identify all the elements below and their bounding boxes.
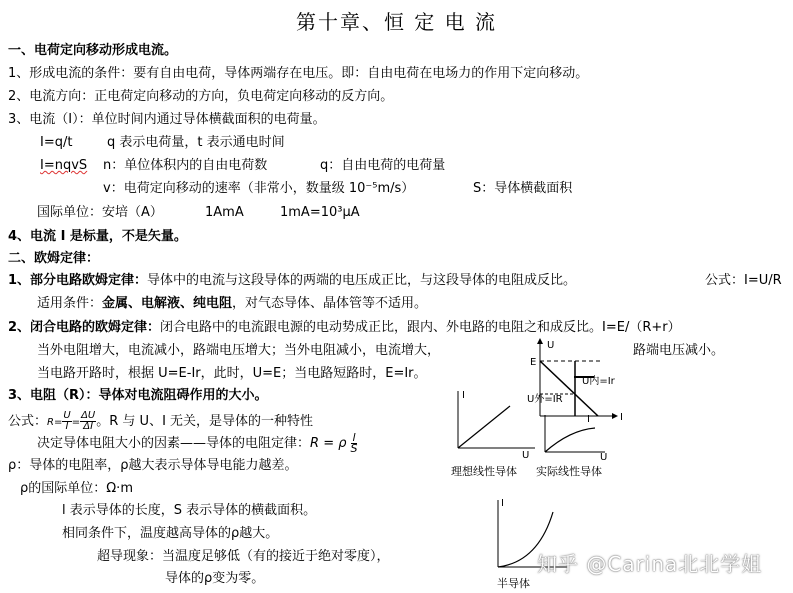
formula-i-q-t: I=q/t <box>40 135 73 150</box>
resistivity-unit: ρ的国际单位：Ω·m <box>20 481 133 496</box>
actual-conductor-caption: 实际线性导体 <box>536 465 602 478</box>
ui-axis-u: U <box>547 340 555 351</box>
ui-inner-voltage: U内=Ir <box>582 376 615 387</box>
partial-ohm-law-text: 导体中的电流与这段导体的两端的电压成正比，与这段导体的电阻成反比。 <box>147 273 577 288</box>
current-direction: 2、电流方向：正电荷定向移动的方向，负电荷定向移动的反方向。 <box>8 89 394 104</box>
section-heading-ohm: 二、欧姆定律： <box>8 251 100 266</box>
fraction-l-over-s: $\frac{l}{S}$ <box>350 431 358 455</box>
ideal-conductor-caption: 理想线性导体 <box>451 465 517 478</box>
si-unit-1: 1AmA <box>205 205 244 220</box>
formula-nqvs-s: S：导体横截面积 <box>473 181 573 196</box>
partial-ohm-law-title: 1、部分电路欧姆定律： <box>8 273 148 288</box>
terminal-voltage-decrease: 路端电压减小。 <box>633 343 725 358</box>
si-unit-2: 1mA=10³μA <box>280 205 360 220</box>
formula-nqvs-q: q：自由电荷的电荷量 <box>320 158 446 173</box>
resistivity-meaning: ρ：导体的电阻率，ρ越大表示导体导电能力越差。 <box>8 458 298 473</box>
ui-outer-voltage: U外=IR <box>527 394 563 405</box>
superconductivity-2: 导体的ρ变为零。 <box>165 571 265 586</box>
formula-nqvs-n: n：单位体积内的自由电荷数 <box>103 158 268 173</box>
current-scalar-note: 4、电流 I 是标量，不是矢量。 <box>8 229 187 244</box>
superconductivity-1: 超导现象：当温度足够低（有的接近于绝对零度）， <box>97 549 390 564</box>
closed-circuit-ohm-law <box>8 320 681 336</box>
closed-circuit-title: 2、闭合电路的欧姆定律： <box>8 320 161 335</box>
actual-axis-u: U <box>600 452 608 463</box>
temperature-effect: 相同条件下，温度越高导体的ρ越大。 <box>62 526 279 541</box>
resistance-formula: 公式：R= $\frac{U}{I}$ = $\frac{\Delta U}{\Delta I}$ 。R 与 U、I 无关，是导体的一种特性 <box>8 410 314 432</box>
formula-nqvs-v: v：电荷定向移动的速率（非常小，数量级 10⁻⁵m/s） <box>103 181 415 196</box>
external-resistance-effect: 当外电阻增大，电流减小，路端电压增大；当外电阻减小，电流增大， <box>37 343 441 358</box>
applicable-conditions: 适用条件：金属、电解液、纯电阻，对气态导体、晶体管等不适用。 <box>37 296 428 311</box>
ideal-conductor-graph <box>450 386 540 461</box>
page-title: 第十章、恒 定 电 流 <box>295 10 498 34</box>
partial-ohm-formula: 公式：I=U/R <box>705 273 782 288</box>
closed-circuit-text: 闭合电路中的电流跟电源的电动势成正比，跟内、外电路的电阻之和成反比。I=E/（R+r） <box>160 320 681 335</box>
fraction-u-over-i: $\frac{U}{I}$ <box>63 410 71 432</box>
applicable-materials: 金属、电解液、纯电阻 <box>102 296 233 311</box>
watermark: 知乎 @Carina北北学姐 <box>537 552 763 576</box>
length-area-meaning: l 表示导体的长度，S 表示导体的横截面积。 <box>62 503 317 518</box>
ideal-axis-i: I <box>462 390 465 401</box>
si-unit-label: 国际单位：安培（A） <box>37 205 163 220</box>
current-condition: 1、形成电流的条件：要有自由电荷，导体两端存在电压。即：自由电荷在电场力的作用下定向移动。 <box>8 66 589 81</box>
resistance-law: 决定导体电阻大小的因素——导体的电阻定律：R = ρ $\frac{l}{S}$ <box>37 431 358 455</box>
section-heading-current: 一、电荷定向移动形成电流。 <box>8 43 178 58</box>
fraction-du-over-di: $\frac{\Delta U}{\Delta I}$ <box>81 410 96 432</box>
partial-ohm-law <box>8 273 576 289</box>
formula-i-q-t-desc: q 表示电荷量，t 表示通电时间 <box>107 135 285 150</box>
actual-conductor-graph <box>540 410 620 463</box>
ui-label-e: E <box>530 357 537 368</box>
resistance-heading: 3、电阻（R）：导体对电流阻碍作用的大小。 <box>8 388 268 403</box>
ui-axis-i: I <box>620 412 623 423</box>
current-definition: 3、电流（I）：单位时间内通过导体横截面积的电荷量。 <box>8 112 326 127</box>
ui-axis-i-2: I <box>587 414 590 425</box>
open-short-circuit: 当电路开路时，根据 U=E-Ir，此时，U=E；当电路短路时，E=Ir。 <box>37 366 427 381</box>
semi-axis-i: I <box>501 498 504 509</box>
ideal-axis-u: U <box>522 450 530 461</box>
formula-nqvs: I=nqvS <box>40 158 88 173</box>
semiconductor-caption: 半导体 <box>497 577 530 590</box>
